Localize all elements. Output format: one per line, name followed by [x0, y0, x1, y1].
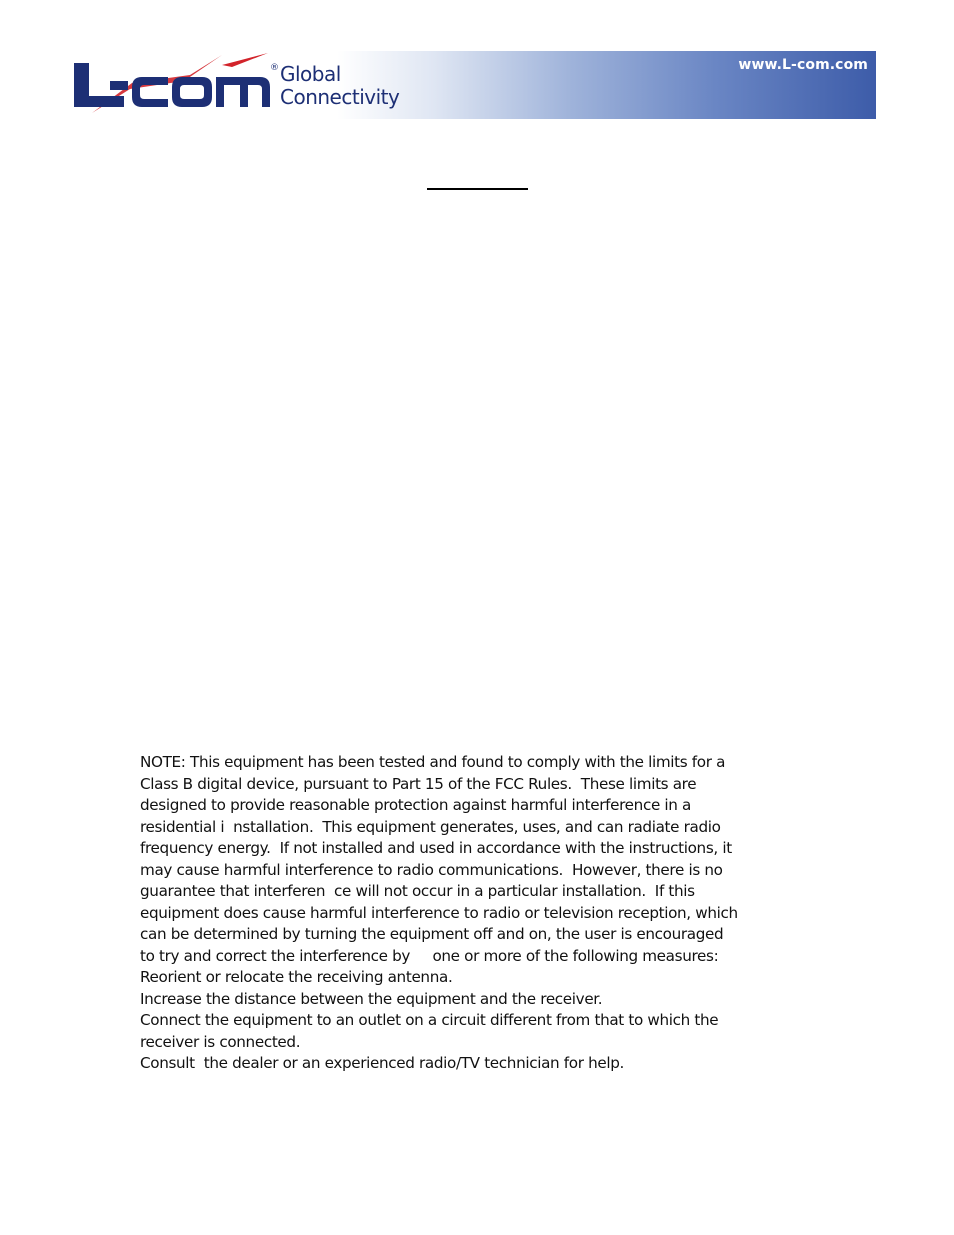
notice-line: guarantee that interferen ce will not occur in a particular installation. If this [140, 882, 695, 900]
tagline-line-connectivity: Connectivity [280, 85, 400, 109]
notice-line: Connect the equipment to an outlet on a circuit different from that to which the [140, 1011, 719, 1029]
notice-line: Increase the distance between the equipment and the receiver. [140, 989, 603, 1008]
notice-line: can be determined by turning the equipment off and on, the user is encouraged [140, 925, 724, 943]
notice-line: may cause harmful interference to radio communications. However, there is no [140, 860, 723, 879]
notice-line: designed to provide reasonable protection against harmful interference in a [140, 796, 692, 814]
notice-line: NOTE: This equipment has been tested and found to comply with the limits for a [140, 753, 726, 771]
fcc-notice [140, 752, 790, 1075]
logo-tagline [280, 63, 399, 109]
notice-line: Consult the dealer or an experienced radio/TV technician for help. [140, 1054, 625, 1072]
notice-line: to try and correct the interference by one or more of the following measures: [140, 946, 719, 965]
lcom-wordmark-logo [72, 51, 282, 119]
notice-line: equipment does cause harmful interference to radio or television reception, which [140, 903, 738, 922]
tagline-line-global: Global [280, 62, 341, 86]
website-link[interactable]: www.L-com.com [738, 57, 868, 73]
notice-line: receiver is connected. [140, 1032, 301, 1051]
notice-line: Class B digital device, pursuant to Part 15 of the FCC Rules. These limits are [140, 774, 697, 793]
notice-line: frequency energy. If not installed and used in accordance with the instructions, it [140, 839, 732, 857]
title-underline-rule [427, 188, 528, 190]
registered-mark: ® [270, 63, 279, 73]
notice-line: residential i nstallation. This equipment generates, uses, and can radiate radio [140, 817, 721, 836]
lcom-logo[interactable] [72, 51, 412, 119]
notice-line: Reorient or relocate the receiving antenna. [140, 968, 453, 986]
